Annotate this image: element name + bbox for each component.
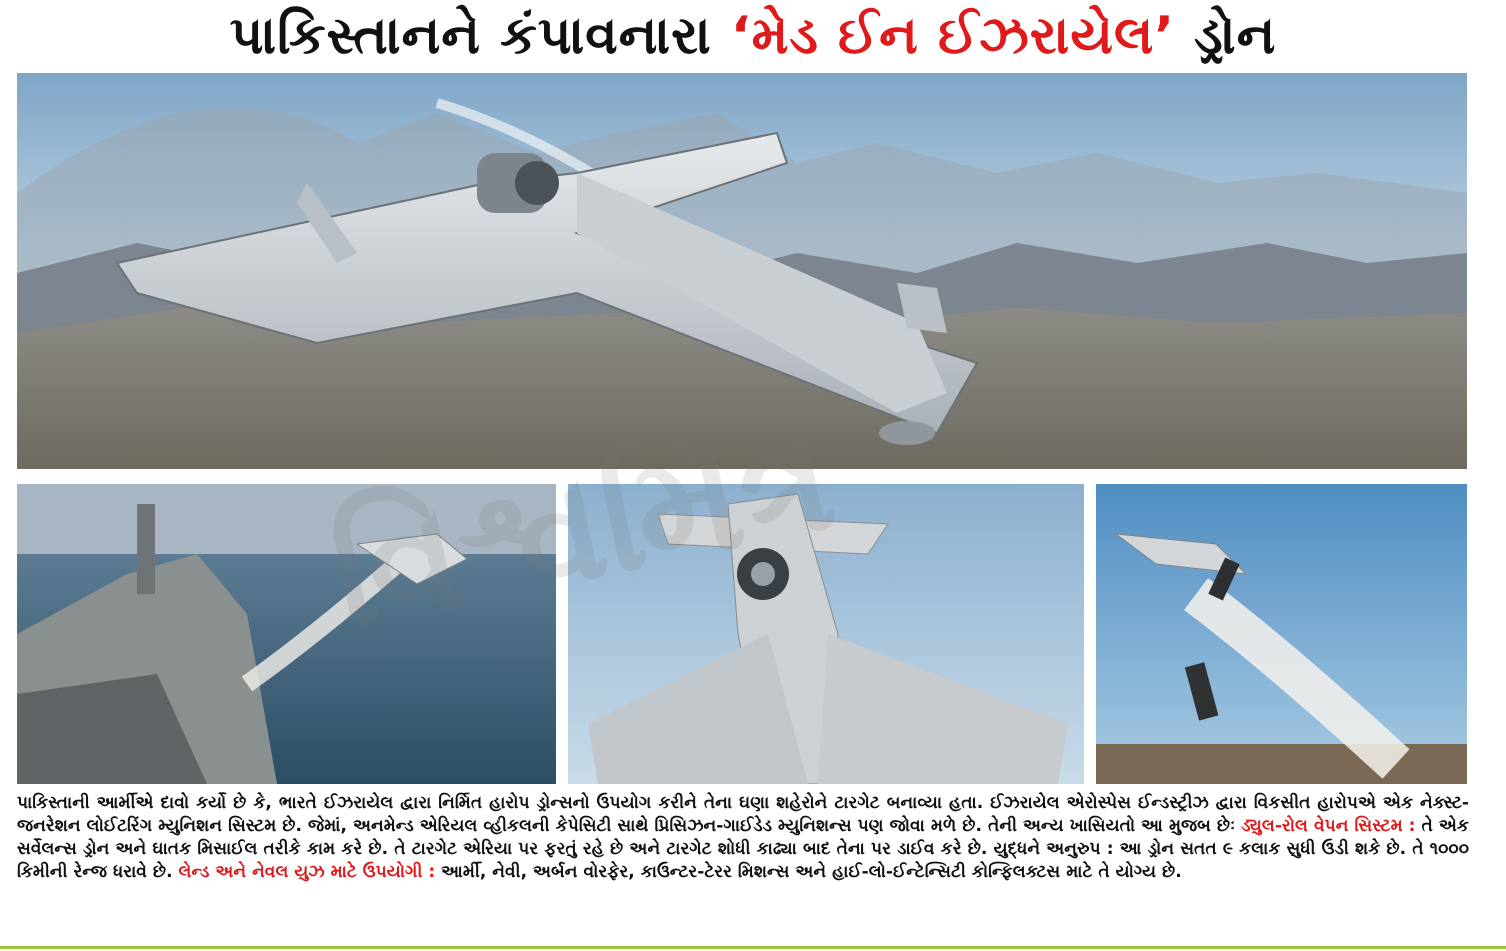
article-body <box>17 792 1469 942</box>
article-text-2: આર્મી, નેવી, અર્બન વોરફેર, કાઉન્ટર-ટેરર મિશન્સ અને હાઈ-લો-ઈન્ટેન્સિટી કોન્ફિલક્ટસ માટે તે યોગ્ય છે. <box>435 862 1182 882</box>
headline-end-text: ડ્રોન <box>1175 6 1277 66</box>
headline-accent-text: ‘મેડ ઈન ઈઝરાયેલ’ <box>730 6 1176 66</box>
drone-underside-photo <box>568 484 1084 784</box>
page-headline <box>0 2 1506 70</box>
article-subheading-land-naval: લેન્ડ અને નેવલ યુઝ માટે ઉપયોગી : <box>178 862 436 882</box>
bottom-divider <box>0 946 1506 949</box>
drone-launch-photo <box>1096 484 1467 784</box>
ship-launch-photo <box>17 484 556 784</box>
headline-text: પાકિસ્તાનને કંપાવનારા <box>229 6 731 66</box>
article-text-1: તે એક સર્વેલન્સ ડ્રોન અને ઘાતક મિસાઈલ તરીકે કામ કરે છે. તે ટારગેટ એરિયા પર ફરતું રહે છે અને ટારગેટ શોધી કાઢ્યા બાદ તેના પર ડાઈવ કરે છે. યુદ્ધને અનુરુપ : આ ડ્રોન સતત ૯ કલાક સુધી ઉડી શકે છે. તે ૧૦૦૦ કિમીની રેન્જ ધરાવે છે. <box>17 816 1470 882</box>
hero-drone-photo <box>17 73 1467 469</box>
article-subheading-dual-role: ડ્યુલ-રોલ વેપન સિસ્ટમ : <box>1241 816 1416 836</box>
article-intro: પાકિસ્તાની આર્મીએ દાવો કર્યો છે કે, ભારતે ઈઝરાયેલ દ્વારા નિર્મિત હારોપ ડ્રોન્સનો ઉપયોગ કરીને તેના ઘણા શહેરોને ટારગેટ બનાવ્યા હતા. ઈઝરાયેલ એરોસ્પેસ ઈન્ડસ્ટ્રીઝ દ્વારા વિકસીત હારોપએ એક નેક્સ્ટ-જનરેશન લોઈટરિંગ મ્યુનિશન સિસ્ટમ છે. જેમાં, અનમેન્ડ એરિયલ વ્હીકલની કેપેસિટી સાથે પ્રિસિઝન-ગાઈડેડ મ્યુનિશન્સ પણ જોવા મળે છે. તેની અન્ય ખાસિયતો આ મુજબ છેઃ <box>17 793 1469 836</box>
